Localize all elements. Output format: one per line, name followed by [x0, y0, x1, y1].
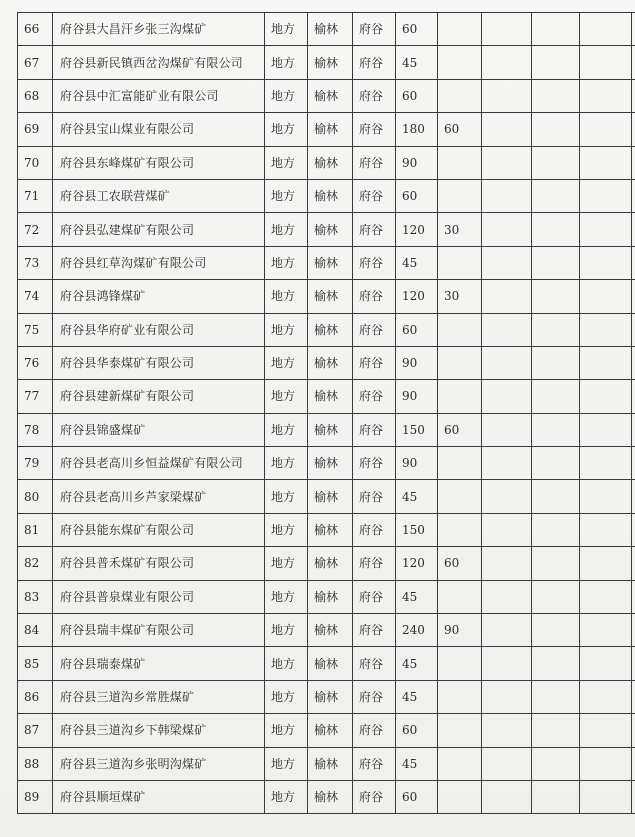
city-cell: 榆林 [308, 580, 353, 613]
mine-name-cell: 府谷县华府矿业有限公司 [53, 313, 265, 346]
row-number-cell: 69 [18, 113, 53, 146]
empty-cell [532, 380, 580, 413]
empty-cell [580, 680, 632, 713]
mine-name-cell: 府谷县能东煤矿有限公司 [53, 513, 265, 546]
ownership-type-cell: 地方 [265, 580, 308, 613]
capacity-cell: 60 [396, 780, 438, 813]
empty-cell [632, 79, 635, 112]
row-number-cell: 84 [18, 614, 53, 647]
empty-cell [532, 313, 580, 346]
mine-name-cell: 府谷县大昌汗乡张三沟煤矿 [53, 13, 265, 46]
row-number-cell: 86 [18, 680, 53, 713]
empty-cell [580, 380, 632, 413]
table-body [18, 13, 635, 814]
empty-cell [580, 179, 632, 212]
row-number-cell: 82 [18, 547, 53, 580]
capacity-cell: 60 [396, 13, 438, 46]
empty-cell [482, 146, 532, 179]
table-row [18, 79, 635, 112]
capacity-cell: 180 [396, 113, 438, 146]
capacity-cell: 60 [396, 79, 438, 112]
row-number-cell: 78 [18, 413, 53, 446]
row-number-cell: 75 [18, 313, 53, 346]
county-cell: 府谷 [353, 346, 396, 379]
empty-cell [482, 179, 532, 212]
empty-cell [482, 680, 532, 713]
reduction-cell [438, 680, 482, 713]
empty-cell [482, 46, 532, 79]
empty-cell [632, 580, 635, 613]
county-cell: 府谷 [353, 714, 396, 747]
county-cell: 府谷 [353, 447, 396, 480]
ownership-type-cell: 地方 [265, 747, 308, 780]
mine-name-cell: 府谷县华泰煤矿有限公司 [53, 346, 265, 379]
reduction-cell [438, 313, 482, 346]
county-cell: 府谷 [353, 547, 396, 580]
mine-name-cell: 府谷县老高川乡芦家梁煤矿 [53, 480, 265, 513]
reduction-cell [438, 580, 482, 613]
empty-cell [580, 280, 632, 313]
ownership-type-cell: 地方 [265, 780, 308, 813]
row-number-cell: 88 [18, 747, 53, 780]
empty-cell [580, 13, 632, 46]
capacity-cell: 45 [396, 480, 438, 513]
ownership-type-cell: 地方 [265, 213, 308, 246]
empty-cell [532, 346, 580, 379]
empty-cell [532, 680, 580, 713]
ownership-type-cell: 地方 [265, 179, 308, 212]
mine-name-cell: 府谷县弘建煤矿有限公司 [53, 213, 265, 246]
county-cell: 府谷 [353, 680, 396, 713]
empty-cell [580, 580, 632, 613]
empty-cell [580, 246, 632, 279]
ownership-type-cell: 地方 [265, 413, 308, 446]
table-row [18, 113, 635, 146]
reduction-cell [438, 714, 482, 747]
county-cell: 府谷 [353, 647, 396, 680]
empty-cell [532, 747, 580, 780]
empty-cell [482, 380, 532, 413]
capacity-cell: 90 [396, 380, 438, 413]
empty-cell [532, 213, 580, 246]
empty-cell [482, 747, 532, 780]
empty-cell [482, 280, 532, 313]
city-cell: 榆林 [308, 346, 353, 379]
capacity-cell: 45 [396, 680, 438, 713]
ownership-type-cell: 地方 [265, 547, 308, 580]
table-row [18, 213, 635, 246]
city-cell: 榆林 [308, 614, 353, 647]
county-cell: 府谷 [353, 79, 396, 112]
empty-cell [580, 747, 632, 780]
row-number-cell: 89 [18, 780, 53, 813]
mine-name-cell: 府谷县红草沟煤矿有限公司 [53, 246, 265, 279]
table-row [18, 179, 635, 212]
empty-cell [632, 346, 635, 379]
row-number-cell: 72 [18, 213, 53, 246]
empty-cell [632, 113, 635, 146]
mine-name-cell: 府谷县东峰煤矿有限公司 [53, 146, 265, 179]
county-cell: 府谷 [353, 480, 396, 513]
table-row [18, 447, 635, 480]
empty-cell [632, 179, 635, 212]
capacity-cell: 120 [396, 280, 438, 313]
city-cell: 榆林 [308, 413, 353, 446]
empty-cell [632, 547, 635, 580]
row-number-cell: 73 [18, 246, 53, 279]
empty-cell [482, 513, 532, 546]
city-cell: 榆林 [308, 780, 353, 813]
empty-cell [532, 246, 580, 279]
capacity-cell: 240 [396, 614, 438, 647]
city-cell: 榆林 [308, 79, 353, 112]
row-number-cell: 81 [18, 513, 53, 546]
table-row [18, 580, 635, 613]
empty-cell [580, 714, 632, 747]
city-cell: 榆林 [308, 513, 353, 546]
ownership-type-cell: 地方 [265, 346, 308, 379]
reduction-cell [438, 246, 482, 279]
empty-cell [632, 447, 635, 480]
empty-cell [482, 547, 532, 580]
county-cell: 府谷 [353, 413, 396, 446]
row-number-cell: 87 [18, 714, 53, 747]
empty-cell [532, 413, 580, 446]
empty-cell [532, 46, 580, 79]
mine-name-cell: 府谷县工农联营煤矿 [53, 179, 265, 212]
mine-name-cell: 府谷县顺垣煤矿 [53, 780, 265, 813]
empty-cell [580, 447, 632, 480]
row-number-cell: 67 [18, 46, 53, 79]
table-row [18, 13, 635, 46]
empty-cell [632, 747, 635, 780]
row-number-cell: 83 [18, 580, 53, 613]
row-number-cell: 74 [18, 280, 53, 313]
capacity-cell: 45 [396, 747, 438, 780]
row-number-cell: 85 [18, 647, 53, 680]
city-cell: 榆林 [308, 480, 353, 513]
mine-name-cell: 府谷县锦盛煤矿 [53, 413, 265, 446]
empty-cell [632, 213, 635, 246]
city-cell: 榆林 [308, 46, 353, 79]
county-cell: 府谷 [353, 13, 396, 46]
county-cell: 府谷 [353, 780, 396, 813]
ownership-type-cell: 地方 [265, 447, 308, 480]
capacity-cell: 90 [396, 146, 438, 179]
county-cell: 府谷 [353, 213, 396, 246]
mine-name-cell: 府谷县中汇富能矿业有限公司 [53, 79, 265, 112]
ownership-type-cell: 地方 [265, 146, 308, 179]
table-row [18, 313, 635, 346]
capacity-cell: 45 [396, 246, 438, 279]
city-cell: 榆林 [308, 313, 353, 346]
reduction-cell [438, 647, 482, 680]
mine-name-cell: 府谷县建新煤矿有限公司 [53, 380, 265, 413]
capacity-cell: 45 [396, 46, 438, 79]
city-cell: 榆林 [308, 179, 353, 212]
empty-cell [580, 780, 632, 813]
capacity-cell: 120 [396, 213, 438, 246]
empty-cell [482, 113, 532, 146]
ownership-type-cell: 地方 [265, 313, 308, 346]
reduction-cell [438, 780, 482, 813]
mine-name-cell: 府谷县普泉煤业有限公司 [53, 580, 265, 613]
reduction-cell [438, 179, 482, 212]
city-cell: 榆林 [308, 647, 353, 680]
mine-name-cell: 府谷县三道沟乡张明沟煤矿 [53, 747, 265, 780]
county-cell: 府谷 [353, 179, 396, 212]
empty-cell [482, 647, 532, 680]
mine-name-cell: 府谷县三道沟乡常胜煤矿 [53, 680, 265, 713]
empty-cell [632, 680, 635, 713]
reduction-cell [438, 447, 482, 480]
empty-cell [632, 647, 635, 680]
city-cell: 榆林 [308, 213, 353, 246]
capacity-cell: 90 [396, 346, 438, 379]
empty-cell [580, 146, 632, 179]
table-row [18, 513, 635, 546]
ownership-type-cell: 地方 [265, 13, 308, 46]
table-row [18, 647, 635, 680]
empty-cell [632, 46, 635, 79]
capacity-cell: 60 [396, 714, 438, 747]
reduction-cell [438, 46, 482, 79]
table-row [18, 780, 635, 813]
mine-name-cell: 府谷县宝山煤业有限公司 [53, 113, 265, 146]
empty-cell [632, 513, 635, 546]
row-number-cell: 70 [18, 146, 53, 179]
empty-cell [482, 246, 532, 279]
empty-cell [632, 313, 635, 346]
county-cell: 府谷 [353, 46, 396, 79]
mine-name-cell: 府谷县新民镇西岔沟煤矿有限公司 [53, 46, 265, 79]
city-cell: 榆林 [308, 280, 353, 313]
table-row [18, 714, 635, 747]
empty-cell [632, 146, 635, 179]
county-cell: 府谷 [353, 747, 396, 780]
empty-cell [532, 13, 580, 46]
county-cell: 府谷 [353, 580, 396, 613]
empty-cell [482, 79, 532, 112]
empty-cell [632, 13, 635, 46]
empty-cell [532, 513, 580, 546]
city-cell: 榆林 [308, 113, 353, 146]
city-cell: 榆林 [308, 13, 353, 46]
reduction-cell: 30 [438, 213, 482, 246]
reduction-cell: 90 [438, 614, 482, 647]
row-number-cell: 79 [18, 447, 53, 480]
reduction-cell [438, 380, 482, 413]
county-cell: 府谷 [353, 280, 396, 313]
mine-name-cell: 府谷县三道沟乡下韩梁煤矿 [53, 714, 265, 747]
capacity-cell: 150 [396, 413, 438, 446]
empty-cell [532, 547, 580, 580]
city-cell: 榆林 [308, 747, 353, 780]
empty-cell [632, 280, 635, 313]
ownership-type-cell: 地方 [265, 246, 308, 279]
reduction-cell: 30 [438, 280, 482, 313]
county-cell: 府谷 [353, 313, 396, 346]
empty-cell [580, 547, 632, 580]
capacity-cell: 45 [396, 580, 438, 613]
empty-cell [580, 213, 632, 246]
empty-cell [580, 113, 632, 146]
coal-mine-table [17, 12, 635, 814]
empty-cell [532, 647, 580, 680]
row-number-cell: 80 [18, 480, 53, 513]
empty-cell [580, 346, 632, 379]
empty-cell [532, 79, 580, 112]
city-cell: 榆林 [308, 380, 353, 413]
ownership-type-cell: 地方 [265, 614, 308, 647]
empty-cell [632, 413, 635, 446]
row-number-cell: 66 [18, 13, 53, 46]
empty-cell [482, 13, 532, 46]
capacity-cell: 90 [396, 447, 438, 480]
empty-cell [532, 714, 580, 747]
empty-cell [532, 146, 580, 179]
mine-name-cell: 府谷县老高川乡恒益煤矿有限公司 [53, 447, 265, 480]
empty-cell [580, 313, 632, 346]
table-row [18, 380, 635, 413]
ownership-type-cell: 地方 [265, 647, 308, 680]
empty-cell [532, 480, 580, 513]
table-row [18, 346, 635, 379]
empty-cell [632, 614, 635, 647]
empty-cell [482, 213, 532, 246]
empty-cell [632, 380, 635, 413]
county-cell: 府谷 [353, 614, 396, 647]
city-cell: 榆林 [308, 547, 353, 580]
table-row [18, 46, 635, 79]
ownership-type-cell: 地方 [265, 680, 308, 713]
ownership-type-cell: 地方 [265, 46, 308, 79]
empty-cell [580, 647, 632, 680]
table-row [18, 680, 635, 713]
empty-cell [482, 346, 532, 379]
empty-cell [580, 79, 632, 112]
empty-cell [632, 780, 635, 813]
reduction-cell [438, 13, 482, 46]
reduction-cell [438, 346, 482, 379]
county-cell: 府谷 [353, 146, 396, 179]
reduction-cell: 60 [438, 547, 482, 580]
capacity-cell: 60 [396, 313, 438, 346]
city-cell: 榆林 [308, 447, 353, 480]
table-row [18, 246, 635, 279]
empty-cell [482, 480, 532, 513]
reduction-cell: 60 [438, 113, 482, 146]
capacity-cell: 120 [396, 547, 438, 580]
ownership-type-cell: 地方 [265, 280, 308, 313]
empty-cell [632, 714, 635, 747]
reduction-cell: 60 [438, 413, 482, 446]
mine-name-cell: 府谷县普禾煤矿有限公司 [53, 547, 265, 580]
mine-name-cell: 府谷县瑞泰煤矿 [53, 647, 265, 680]
empty-cell [482, 714, 532, 747]
city-cell: 榆林 [308, 714, 353, 747]
row-number-cell: 71 [18, 179, 53, 212]
row-number-cell: 76 [18, 346, 53, 379]
empty-cell [532, 614, 580, 647]
row-number-cell: 77 [18, 380, 53, 413]
empty-cell [580, 413, 632, 446]
reduction-cell [438, 747, 482, 780]
ownership-type-cell: 地方 [265, 513, 308, 546]
reduction-cell [438, 146, 482, 179]
table-row [18, 614, 635, 647]
ownership-type-cell: 地方 [265, 380, 308, 413]
row-number-cell: 68 [18, 79, 53, 112]
ownership-type-cell: 地方 [265, 714, 308, 747]
empty-cell [532, 447, 580, 480]
county-cell: 府谷 [353, 380, 396, 413]
ownership-type-cell: 地方 [265, 79, 308, 112]
empty-cell [580, 480, 632, 513]
table-row [18, 146, 635, 179]
city-cell: 榆林 [308, 680, 353, 713]
empty-cell [482, 780, 532, 813]
table-row [18, 280, 635, 313]
city-cell: 榆林 [308, 246, 353, 279]
mine-name-cell: 府谷县鸿锋煤矿 [53, 280, 265, 313]
table-row [18, 747, 635, 780]
empty-cell [482, 413, 532, 446]
table-row [18, 413, 635, 446]
ownership-type-cell: 地方 [265, 113, 308, 146]
capacity-cell: 150 [396, 513, 438, 546]
mine-name-cell: 府谷县瑞丰煤矿有限公司 [53, 614, 265, 647]
capacity-cell: 45 [396, 647, 438, 680]
county-cell: 府谷 [353, 113, 396, 146]
county-cell: 府谷 [353, 246, 396, 279]
table-row [18, 547, 635, 580]
ownership-type-cell: 地方 [265, 480, 308, 513]
empty-cell [482, 447, 532, 480]
empty-cell [532, 179, 580, 212]
reduction-cell [438, 513, 482, 546]
county-cell: 府谷 [353, 513, 396, 546]
empty-cell [532, 280, 580, 313]
empty-cell [580, 614, 632, 647]
reduction-cell [438, 79, 482, 112]
empty-cell [482, 580, 532, 613]
empty-cell [632, 246, 635, 279]
empty-cell [532, 113, 580, 146]
empty-cell [532, 780, 580, 813]
city-cell: 榆林 [308, 146, 353, 179]
empty-cell [632, 480, 635, 513]
empty-cell [580, 513, 632, 546]
empty-cell [482, 313, 532, 346]
empty-cell [580, 46, 632, 79]
empty-cell [482, 614, 532, 647]
reduction-cell [438, 480, 482, 513]
capacity-cell: 60 [396, 179, 438, 212]
empty-cell [532, 580, 580, 613]
table-row [18, 480, 635, 513]
